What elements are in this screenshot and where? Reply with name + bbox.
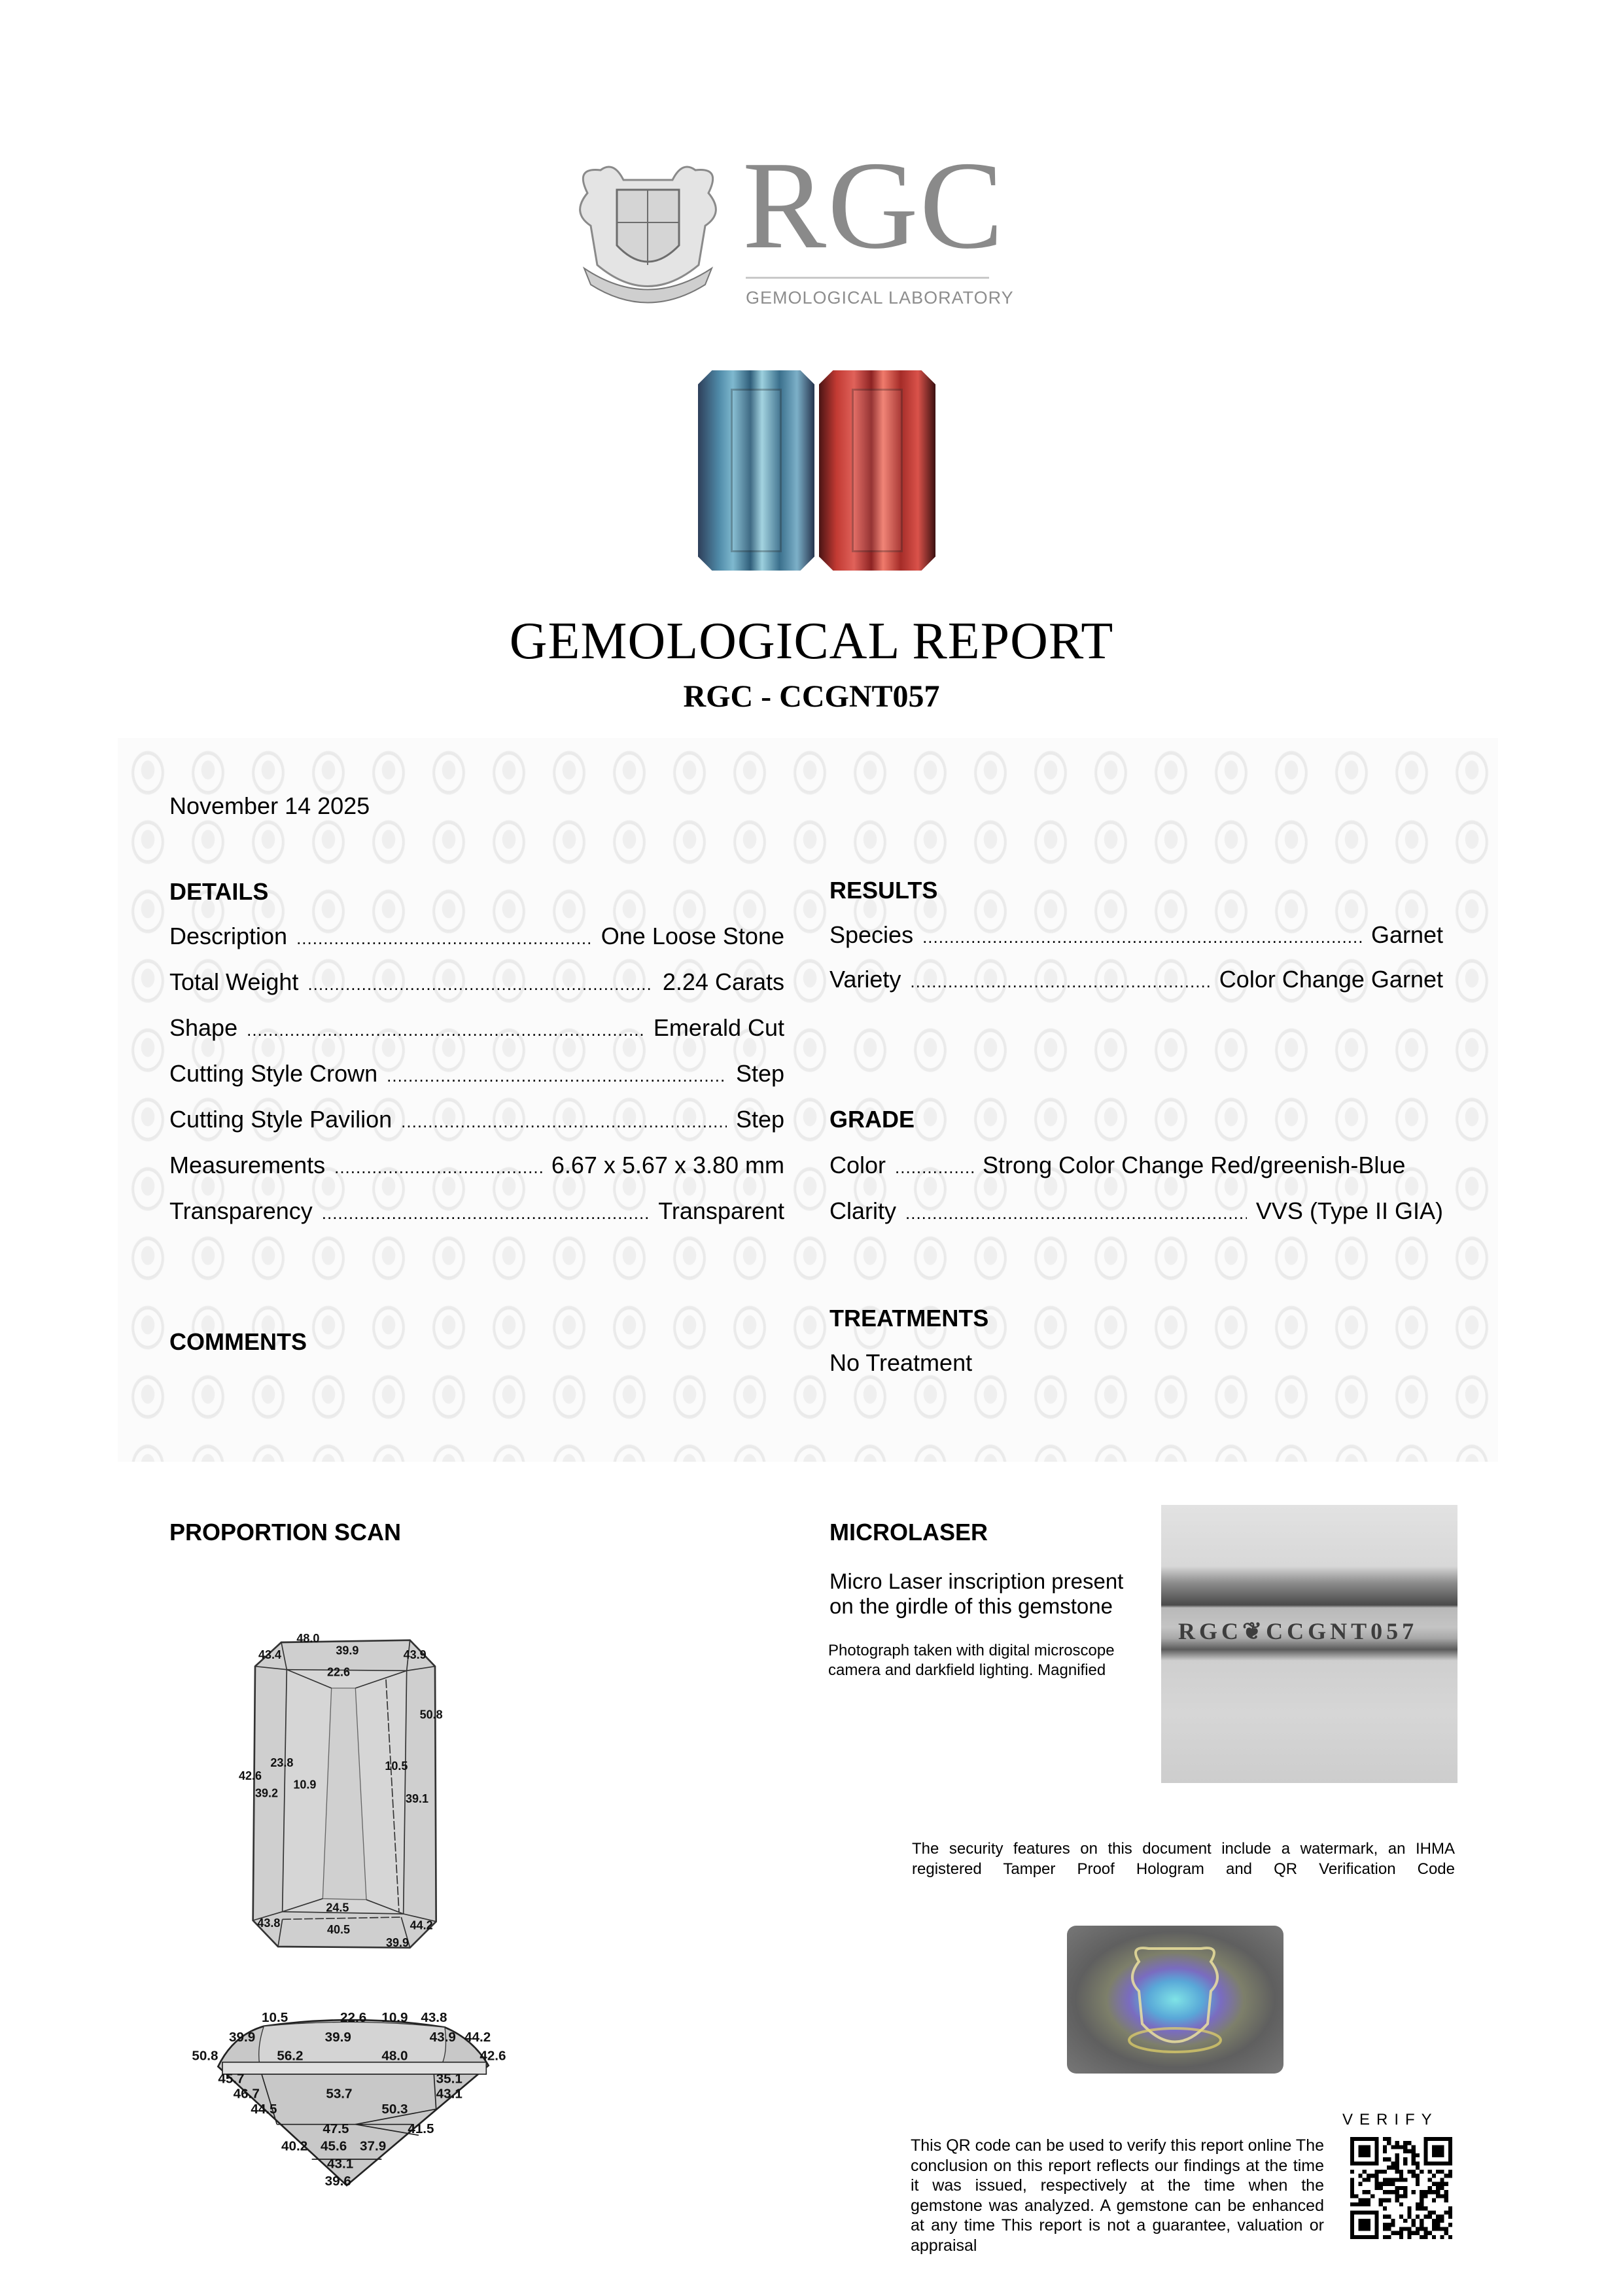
results-heading: RESULTS xyxy=(829,877,938,904)
report-date: November 14 2025 xyxy=(169,792,370,819)
treatments-heading: TREATMENTS xyxy=(829,1305,989,1332)
angle-label: 43.1 xyxy=(436,2086,462,2102)
angle-label: 43.8 xyxy=(421,2010,447,2025)
crest-logo xyxy=(568,154,728,311)
angle-label: 39.9 xyxy=(336,1644,359,1657)
detail-row-transparency: Transparency ..... Transparent xyxy=(169,1199,784,1223)
angle-label: 50.8 xyxy=(419,1708,443,1722)
microlaser-description-line-2: on the girdle of this gemstone xyxy=(829,1594,1113,1618)
angle-label: 39.9 xyxy=(324,2030,351,2045)
angle-label: 39.9 xyxy=(386,1936,410,1949)
logo-wordmark: RGC xyxy=(742,135,1005,275)
detail-row-description: Description ..... One Loose Stone xyxy=(169,925,784,948)
photo-note-line-2: camera and darkfield lighting. Magnified xyxy=(828,1661,1106,1679)
angle-label: 43.4 xyxy=(258,1648,282,1661)
angle-label: 43.8 xyxy=(257,1916,281,1930)
angle-label: 45.7 xyxy=(218,2071,245,2087)
angle-label: 44.2 xyxy=(464,2030,491,2045)
angle-label: 10.5 xyxy=(262,2010,288,2025)
angle-label: 37.9 xyxy=(360,2138,387,2154)
angle-label: 46.7 xyxy=(233,2086,260,2102)
angle-label: 48.0 xyxy=(296,1632,320,1645)
angle-label: 40.2 xyxy=(281,2138,308,2154)
angle-label: 35.1 xyxy=(436,2071,462,2087)
hologram-crest-icon xyxy=(1067,1926,1283,2074)
comments-heading: COMMENTS xyxy=(169,1328,307,1355)
tamper-proof-hologram xyxy=(1067,1926,1283,2074)
angle-label: 41.5 xyxy=(408,2121,434,2136)
angle-label: 22.6 xyxy=(340,2010,367,2025)
angle-label: 53.7 xyxy=(326,2086,353,2102)
angle-label: 39.9 xyxy=(229,2030,256,2045)
detail-row-shape: Shape ..... Emerald Cut xyxy=(169,1016,784,1040)
security-features-note: The security features on this document include a watermark, an IHMA registered Tamper Proof Hologram and QR Verification Code xyxy=(912,1840,1455,1878)
angle-label: 50.8 xyxy=(192,2048,218,2064)
logo-subtitle: GEMOLOGICAL LABORATORY xyxy=(746,288,1014,308)
angle-label: 47.5 xyxy=(323,2121,349,2136)
angle-label: 44.5 xyxy=(251,2102,277,2117)
microlaser-heading: MICROLASER xyxy=(829,1519,988,1545)
detail-row-crown: Cutting Style Crown ..... Step xyxy=(169,1062,784,1086)
angle-label: 42.6 xyxy=(480,2048,506,2064)
photo-note-line-1: Photograph taken with digital microscope xyxy=(828,1642,1115,1659)
proportion-top-view-diagram xyxy=(236,1629,458,1983)
result-row-variety: Variety ..... Color Change Garnet xyxy=(829,968,1443,991)
logo-divider xyxy=(746,277,989,279)
result-row-species: Species ..... Garnet xyxy=(829,923,1443,947)
angle-label: 39.6 xyxy=(324,2174,351,2189)
report-title: GEMOLOGICAL REPORT xyxy=(509,612,1114,670)
angle-label: 22.6 xyxy=(327,1665,351,1679)
details-heading: DETAILS xyxy=(169,878,269,905)
grade-row-clarity: Clarity ..... VVS (Type II GIA) xyxy=(829,1199,1443,1223)
angle-label: 10.9 xyxy=(381,2010,408,2025)
treatments-value: No Treatment xyxy=(829,1349,973,1376)
microlaser-description-line-1: Micro Laser inscription present xyxy=(829,1569,1124,1593)
detail-row-total-weight: Total Weight ..... 2.24 Carats xyxy=(169,970,784,994)
angle-label: 43.9 xyxy=(429,2030,456,2045)
gem-photo-incandescent xyxy=(819,370,935,571)
angle-label: 50.3 xyxy=(381,2102,408,2117)
angle-label: 23.8 xyxy=(270,1756,294,1769)
qr-verification-code[interactable] xyxy=(1350,2137,1452,2239)
angle-label: 44.2 xyxy=(410,1918,433,1932)
grade-heading: GRADE xyxy=(829,1106,915,1133)
angle-label: 39.2 xyxy=(255,1786,279,1800)
gem-photo-daylight xyxy=(698,370,814,571)
laser-inscription-text: RGC❦CCGNT057 xyxy=(1178,1618,1418,1644)
angle-label: 24.5 xyxy=(326,1901,349,1915)
angle-label: 39.1 xyxy=(406,1792,429,1805)
disclaimer-text: This QR code can be used to verify this report online The conclusion on this report reflects our findings at the time it was issued, respectively at the time when the gemstone was analyzed. A gemstone can be enhanced at any time This report is not a guarantee, valuation or appraisal xyxy=(911,2136,1324,2255)
angle-label: 10.5 xyxy=(385,1759,408,1773)
angle-label: 43.1 xyxy=(327,2156,354,2172)
proportion-scan-heading: PROPORTION SCAN xyxy=(169,1519,402,1545)
laser-inscription-photo xyxy=(1161,1505,1457,1783)
detail-row-measurements: Measurements ..... 6.67 x 5.67 x 3.80 mm xyxy=(169,1154,784,1177)
grade-row-color: Color ..... Strong Color Change Red/greenish-Blue xyxy=(829,1154,1443,1177)
angle-label: 45.6 xyxy=(321,2138,347,2154)
angle-label: 40.5 xyxy=(327,1923,351,1936)
angle-label: 56.2 xyxy=(277,2048,304,2064)
security-watermark xyxy=(118,738,1498,1462)
report-number: RGC - CCGNT057 xyxy=(683,679,940,714)
angle-label: 43.9 xyxy=(403,1648,427,1661)
verify-label: VERIFY xyxy=(1342,2111,1439,2128)
proportion-side-view-diagram xyxy=(190,2009,530,2212)
detail-row-pavilion: Cutting Style Pavilion ..... Step xyxy=(169,1108,784,1131)
angle-label: 10.9 xyxy=(293,1778,317,1792)
angle-label: 48.0 xyxy=(381,2048,408,2064)
angle-label: 42.6 xyxy=(239,1769,262,1782)
photo-note xyxy=(828,1641,1115,1680)
